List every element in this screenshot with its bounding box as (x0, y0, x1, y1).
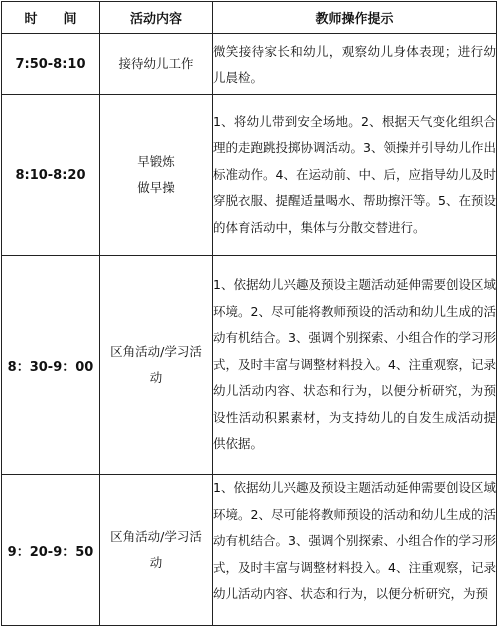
daily-schedule-table (1, 1, 497, 626)
row-teacher-tips: 1、依据幼儿兴趣及预设主题活动延伸需要创设区域环境。2、尽可能将教师预设的活动和幼儿生成的活动有机结合。3、强调个别探索、小组合作的学习形式，及时丰富与调整材料投入。4、注重观察，记录幼儿活动内容、状态和行为，以便分析研究，为预设性活动积累素材，为支持幼儿的自发生成活动提供依据。 (213, 256, 497, 475)
row-teacher-tips: 1、将幼儿带到安全场地。2、根据天气变化组织合理的走跑跳投掷协调活动。3、领操并引导幼儿作出标准动作。4、在运动前、中、后，应指导幼儿及时穿脱衣服、提醒适量喝水、帮助擦汗等。5、在预设的体育活动中，集体与分散交替进行。 (213, 95, 497, 256)
row-time: 9：20-9：50 (2, 475, 100, 626)
row-activity (100, 95, 213, 256)
row-activity (100, 34, 213, 95)
table-row (2, 34, 497, 95)
row-teacher-tips: 微笑接待家长和幼儿，观察幼儿身体表现；进行幼儿晨检。 (213, 34, 497, 95)
row-time: 8：30-9：00 (2, 256, 100, 475)
table-row (2, 475, 497, 626)
header-time: 时 间 (2, 2, 100, 34)
row-time: 7:50-8:10 (2, 34, 100, 95)
row-activity (100, 256, 213, 475)
activity-line: 区角活动/学习活 (110, 529, 202, 544)
table-row (2, 95, 497, 256)
activity-line: 接待幼儿工作 (118, 56, 194, 71)
row-time: 8:10-8:20 (2, 95, 100, 256)
activity-line: 动 (149, 370, 163, 385)
table-header-row (2, 2, 497, 34)
activity-line: 区角活动/学习活 (110, 344, 202, 359)
header-teacher-tips: 教师操作提示 (213, 2, 497, 34)
row-teacher-tips: 1、依据幼儿兴趣及预设主题活动延伸需要创设区域环境。2、尽可能将教师预设的活动和幼儿生成的活动有机结合。3、强调个别探索、小组合作的学习形式，及时丰富与调整材料投入。4、注重观察，记录幼儿活动内容、状态和行为，以便分析研究，为预 (213, 475, 497, 626)
row-activity (100, 475, 213, 626)
activity-line: 做早操 (137, 180, 175, 195)
header-activity: 活动内容 (100, 2, 213, 34)
activity-line: 早锻炼 (137, 154, 175, 169)
table-row (2, 256, 497, 475)
activity-line: 动 (149, 555, 163, 570)
